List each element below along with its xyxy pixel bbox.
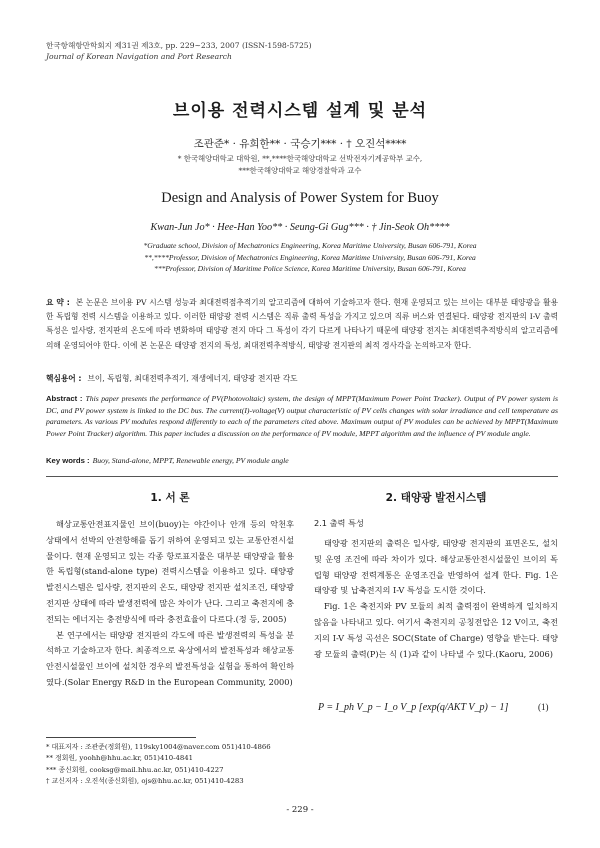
section-1-body <box>46 517 294 691</box>
paragraph: 본 연구에서는 태양광 전지판의 각도에 따른 발생전력의 특성을 분석하고 기술하고자 한다. 최종적으로 육상에서의 발전특성과 해상교통안전시설물인 브이에 설치한 경우의 발전특성을 실험을 통하여 확인하였다.(Solar Energy R&D in the European Community, 2000) <box>46 629 294 687</box>
abstract-korean <box>46 296 558 353</box>
journal-name: Journal of Korean Navigation and Port Research <box>46 52 232 61</box>
paper-title-english: Design and Analysis of Power System for Buoy <box>161 190 439 206</box>
affiliations-korean <box>0 153 600 177</box>
affiliation-line: **,****Professor, Division of Mechatronics Engineering, Korea Maritime University, Busan 606-791, Korea <box>144 252 476 262</box>
footnote: † 교신저자 : 오진석(종신회원), ojs@hhu.ac.kr, 051)410-4283 <box>46 777 244 786</box>
footnote: *** 종신회원, cooksg@mail.hhu.ac.kr, 051)410-4227 <box>46 765 224 774</box>
page-number: - 229 - <box>286 805 314 815</box>
keywords-korean <box>46 373 558 384</box>
authors-english: Kwan-Jun Jo* · Hee-Han Yoo** · Seung-Gi Gug*** · † Jin-Seok Oh**** <box>150 222 450 233</box>
section-2-body <box>314 536 558 662</box>
affiliation-line: * 한국해양대학교 대학원, **,****한국해양대학교 선박전자기계공학부 교수, <box>177 154 423 163</box>
abstract-korean-text: 본 논문은 브이용 PV 시스템 성능과 최대전력점추적기의 알고리즘에 대하여 기술하고자 한다. 현재 운영되고 있는 브이는 대부분 태양광을 활용한 독립형 전력 시스템을 이용하고 있다. 이러한 태양광 전력 시스템은 직류 출력 특성을 가지고 있으며 직류 버스와 연결된다. 태양광 전지판의 I-V 출력 특성은 일사량, 전지판의 온도에 따라 변화하며 태양광 전지 마다 그 특성이 각기 다르게 나타나기 때문에 태양광 전지는 최대전력추적방식의 알고리즘에 의해 운영되어야 한다. 이에 본 논문은 태양광 전지의 특성, 최대전력추적방식, 태양광 전지판의 최적 경사각을 논의하고자 한다. <box>46 298 558 350</box>
keywords-english-text: Buoy, Stand-alone, MPPT, Renewable energy, PV module angle <box>92 456 289 465</box>
journal-header <box>46 40 312 62</box>
equation-1-number: (1) <box>538 702 549 712</box>
paper-title-korean: 브이용 전력시스템 설계 및 분석 <box>172 101 428 121</box>
affiliation-line: ***Professor, Division of Maritime Police Science, Korea Maritime University, Busan 606-791, Korea <box>154 264 466 273</box>
section-divider <box>46 476 558 477</box>
keywords-korean-text: 브이, 독립형, 최대전력추적기, 재생에너지, 태양광 전지판 각도 <box>87 374 298 383</box>
abstract-korean-label: 요 약 : <box>46 298 70 307</box>
footnotes <box>46 742 306 788</box>
footnote: * 대표저자 : 조관준(정회원), 119sky1004@naver.com 051)410-4866 <box>46 743 271 751</box>
footnote-rule <box>46 737 196 738</box>
abstract-english <box>46 393 558 439</box>
section-1-heading: 1. 서 론 <box>150 492 190 504</box>
keywords-english <box>46 456 558 465</box>
section-2-heading: 2. 태양광 발전시스템 <box>385 492 487 504</box>
abstract-english-text: This paper presents the performance of PV(Photovoltaic) system, the design of MPPT(Maximum Power Point Tracker). Output of PV power system is DC, and PV power system is linked to the DC bus. The current(I)-voltage(V) output characteristic of PV cells changes with solar irradiance and cell temperature as parameters. As various PV modules respond differently to each of the parameters cited above. Maximum output of PV modules can be achieved by MPPT(Maximum Power Point Tracker) algorithm. This paper includes a discussion on the performance of PV module, MPPT algorithm and the influence of PV module angle. <box>46 394 558 438</box>
authors-korean: 조관준* · 유희한** · 국승기*** · † 오진석**** <box>193 138 407 150</box>
paragraph: Fig. 1은 축전지와 PV 모듈의 최적 출력점이 완벽하게 일치하지 않음을 나타내고 있다. 여기서 축전지의 공칭전압은 12 V이고, 축전지의 I-V 특성 곡선은 SOC(State of Charge) 영향을 받는다. 태양광 모듈의 출력(P)는 식 (1)과 같이 나타낼 수 있다.(Kaoru, 2006) <box>314 601 558 659</box>
footnote: ** 정회원, yoohh@hhu.ac.kr, 051)410-4841 <box>46 754 193 763</box>
subsection-2-1-heading: 2.1 출력 특성 <box>314 518 364 528</box>
keywords-korean-label: 핵심용어 : <box>46 374 82 383</box>
paragraph: 태양광 전지판의 출력은 일사량, 태양광 전지판의 표면온도, 설치 및 운영 조건에 따라 차이가 있다. 해상교통안전시설물인 브이의 독립형 태양광 전력계통은 운영조건을 반영하여 설계 한다. Fig. 1은 태양광 및 납축전지의 I-V 특성을 도시한 것이다. <box>314 538 558 596</box>
journal-citation: 한국항해항만학회지 제31권 제3호, pp. 229~233, 2007 (ISSN-1598-5725) <box>46 41 312 50</box>
paragraph: 해상교통안전표지물인 브이(buoy)는 야간이나 안개 등의 악천후 상태에서 선박의 안전항해를 돕기 위하여 운영되고 있는 교통안전시설물이다. 현재 운영되고 있는 각종 항로표지물은 대부분 태양광을 활용한 독립형(stand-alone type) 전력시스템을 이용하고 있다. 태양광 발전시스템은 일사량, 전지판의 온도, 태양광 전지판 설치조건, 태양광 전지판 상태에 따라 발생전력에 많은 차이가 난다. 그리고 축전지에 충전되는 에너지는 충전방식에 따라 충전효율이 다르다.(정 등, 2005) <box>46 519 294 624</box>
affiliation-line: *Graduate school, Division of Mechatronics Engineering, Korea Maritime University, Busan 606-791, Korea <box>143 241 477 250</box>
affiliation-line: ***한국해양대학교 해양경찰학과 교수 <box>238 166 362 175</box>
abstract-english-label: Abstract : <box>46 394 83 403</box>
affiliations-english <box>60 240 560 275</box>
keywords-english-label: Key words : <box>46 456 90 465</box>
equation-1: P = I_ph V_p − I_o V_p [exp(q/AKT V_p) − 1] <box>318 702 509 713</box>
